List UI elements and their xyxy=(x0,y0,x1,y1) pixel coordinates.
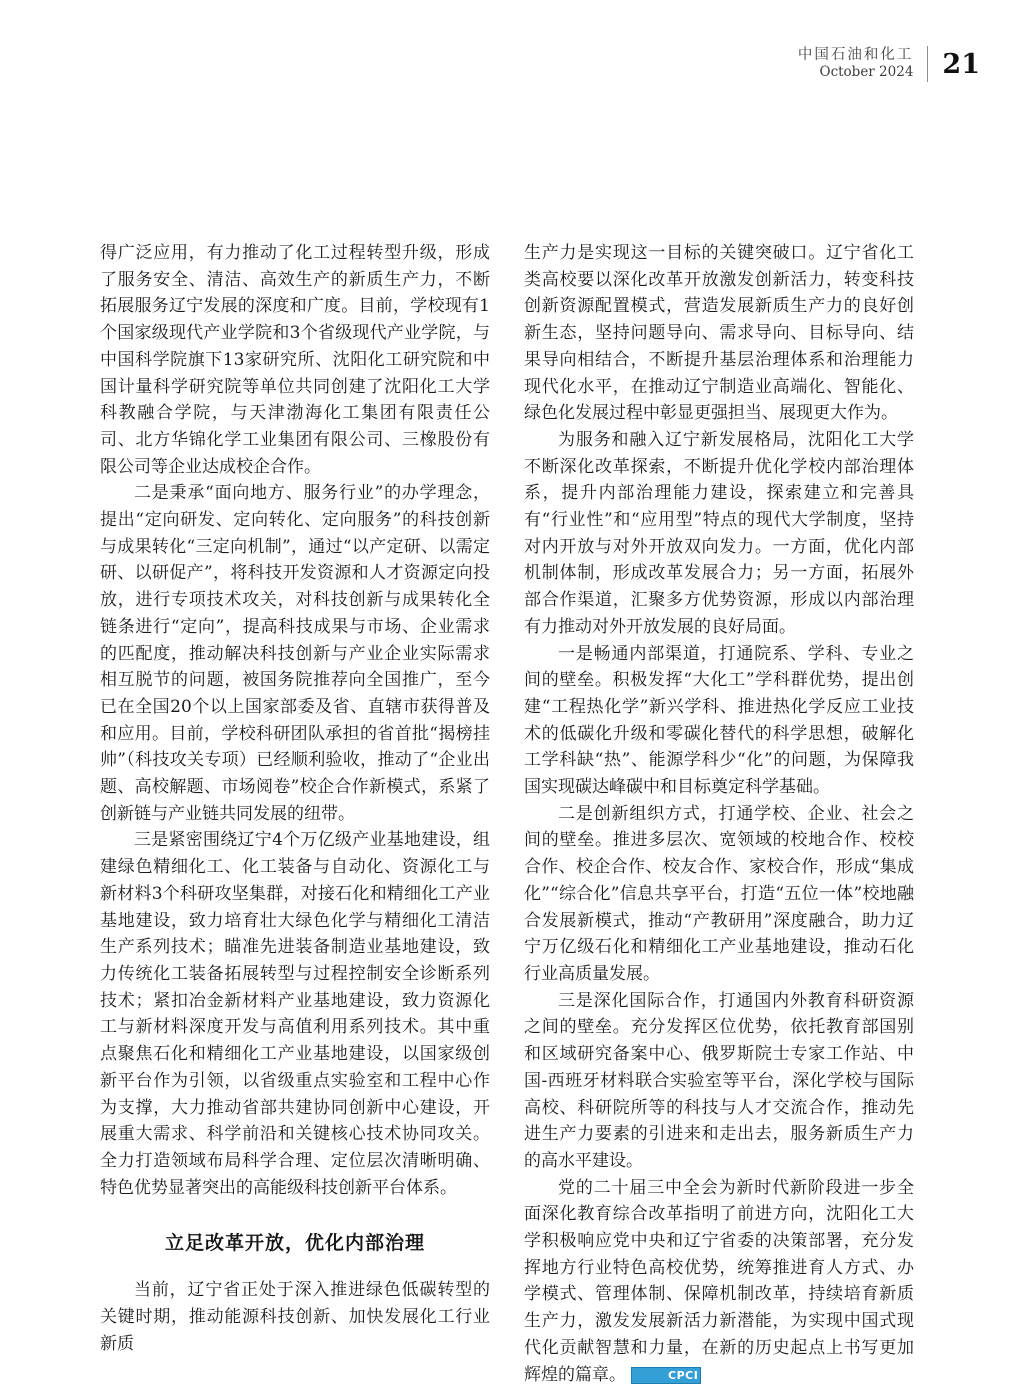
paragraph: 当前，辽宁省正处于深入推进绿色低碳转型的关键时期，推动能源科技创新、加快发展化工行业新质 xyxy=(100,1280,490,1354)
column-right xyxy=(524,240,914,1388)
paragraph: 为服务和融入辽宁新发展格局，沈阳化工大学不断深化改革探索，不断提升优化学校内部治理体系，提升内部治理能力建设，探索建立和完善具有“行业性”和“应用型”特点的现代大学制度，坚持对内开放与对外开放双向发力。一方面，优化内部机制体制，形成改革发展合力；另一方面，拓展外部合作渠道，汇聚多方优势资源，形成以内部治理有力推动对外开放发展的良好局面。 xyxy=(524,429,914,637)
column-left xyxy=(100,240,490,1388)
paragraph: 得广泛应用，有力推动了化工过程转型升级，形成了服务安全、清洁、高效生产的新质生产力，不断拓展服务辽宁发展的深度和广度。目前，学校现有1个国家级现代产业学院和3个省级现代产业学院，与中国科学院旗下13家研究所、沈阳化工研究院和中国计量科学研究院等单位共同创建了沈阳化工大学科教融合学院，与天津渤海化工集团有限责任公司、北方华锦化学工业集团有限公司、三橡股份有限公司等企业达成校企合作。 xyxy=(100,243,490,477)
journal-title-block xyxy=(798,47,914,81)
article-body xyxy=(100,240,914,1388)
section-heading: 立足改革开放，优化内部治理 xyxy=(164,1232,425,1255)
page-header xyxy=(798,46,980,82)
paragraph: 三是紧密围绕辽宁4个万亿级产业基地建设，组建绿色精细化工、化工装备与自动化、资源化工与新材料3个科研攻坚集群，对接石化和精细化工产业基地建设，致力培育壮大绿色化学与精细化工清洁生产系列技术；瞄准先进装备制造业基地建设，致力传统化工装备拓展转型与过程控制安全诊断系列技术；紧扣冶金新材料产业基地建设，致力资源化工与新材料深度开发与高值利用系列技术。其中重点聚焦石化和精细化工产业基地建设，以国家级创新平台作为引领，以省级重点实验室和工程中心作为支撑，大力推动省部共建协同创新中心建设，开展重大需求、科学前沿和关键核心技术协同攻关。全力打造领域布局科学合理、定位层次清晰明确、特色优势显著突出的高能级科技创新平台体系。 xyxy=(100,830,490,1198)
header-divider xyxy=(927,46,928,82)
paragraph: 二是秉承“面向地方、服务行业”的办学理念，提出“定向研发、定向转化、定向服务”的科技创新与成果转化“三定向机制”，通过“以产定研、以需定研、以研促产”，将科技开发资源和人才资源定向投放，进行专项技术攻关，对科技创新与成果转化全链条进行“定向”，提高科技成果与市场、企业需求的匹配度，推动解决科技创新与产业企业实际需求相互脱节的问题，被国务院推荐向全国推广，至今已在全国20个以上国家部委及省、直辖市获得普及和应用。目前，学校科研团队承担的省首批“揭榜挂帅”（科技攻关专项）已经顺利验收，推动了“企业出题、高校解题、市场阅卷”校企合作新模式，系紧了创新链与产业链共同发展的纽带。 xyxy=(100,483,490,824)
journal-name: 中国石油和化工 xyxy=(797,47,914,63)
paragraph xyxy=(524,1175,914,1389)
paragraph-text: 党的二十届三中全会为新时代新阶段进一步全面深化教育综合改革指明了前进方向，沈阳化工大学积极响应党中央和辽宁省委的决策部署，充分发挥地方行业特色高校优势，统筹推进育人方式、办学模式、管理体制、保障机制改革，持续培育新质生产力，激发发展新活力新潜能，为实现中国式现代化贡献智慧和力量，在新的历史起点上书写更加辉煌的篇章。 xyxy=(524,1177,914,1385)
paragraph: 三是深化国际合作，打通国内外教育科研资源之间的壁垒。充分发挥区位优势，依托教育部国别和区域研究备案中心、俄罗斯院士专家工作站、中国-西班牙材料联合实验室等平台，深化学校与国际高校、科研院所等的科技与人才交流合作，推动先进生产力要素的引进来和走出去，服务新质生产力的高水平建设。 xyxy=(524,990,914,1171)
paragraph: 二是创新组织方式，打通学校、企业、社会之间的壁垒。推进多层次、宽领域的校地合作、校校合作、校企合作、校友合作、家校合作，形成“集成化”“综合化”信息共享平台，打造“五位一体”校地融合发展新模式，推动“产教研用”深度融合，助力辽宁万亿级石化和精细化工产业基地建设，推动石化行业高质量发展。 xyxy=(524,803,914,984)
issue-date: October 2024 xyxy=(819,64,914,80)
page-number: 21 xyxy=(942,48,980,80)
paragraph: 生产力是实现这一目标的关键突破口。辽宁省化工类高校要以深化改革开放激发创新活力，转变科技创新资源配置模式，营造发展新质生产力的良好创新生态，坚持问题导向、需求导向、目标导向、结果导向相结合，不断提升基层治理体系和治理能力现代化水平，在推动辽宁制造业高端化、智能化、绿色化发展过程中彰显更强担当、展现更大作为。 xyxy=(524,243,914,424)
paragraph: 一是畅通内部渠道，打通院系、学科、专业之间的壁垒。积极发挥“大化工”学科群优势，提出创建“工程热化学”新兴学科、推进热化学反应工业技术的低碳化升级和零碳化替代的科学思想，破解化工学科缺“热”、能源学科少“化”的问题，为保障我国实现碳达峰碳中和目标奠定科学基础。 xyxy=(524,643,914,798)
cpci-end-mark: CPCI xyxy=(631,1367,701,1384)
